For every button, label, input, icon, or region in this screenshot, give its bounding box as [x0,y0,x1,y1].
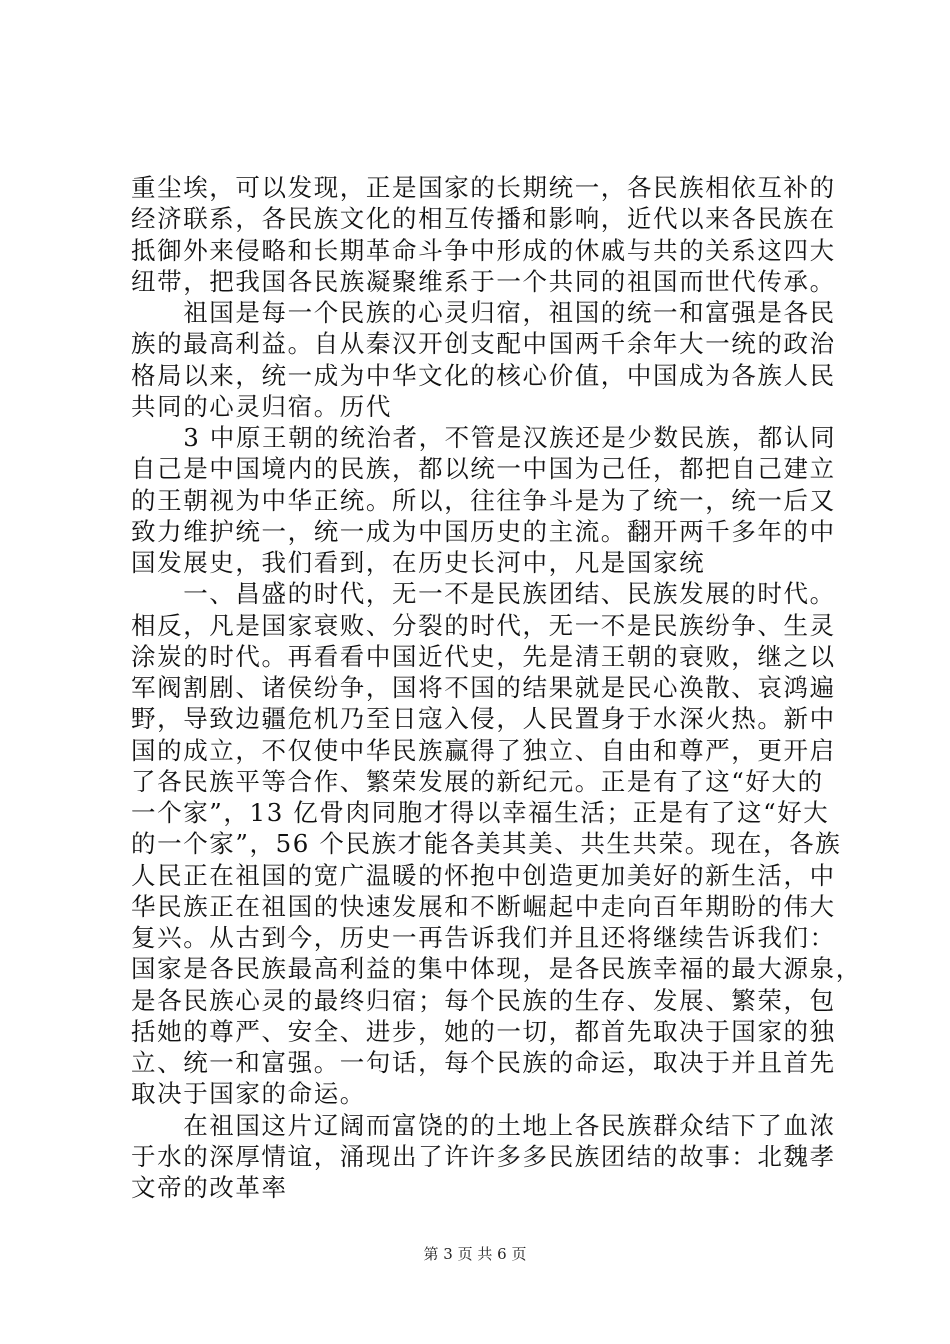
text-line: 在祖国这片辽阔而富饶的的土地上各民族群众结下了血浓 [131,1110,836,1140]
text-line: 取决于国家的命运。 [131,1079,366,1109]
text-line: 国的成立，不仅使中华民族赢得了独立、自由和尊严，更开启 [131,735,836,765]
text-line: 重尘埃，可以发现，正是国家的长期统一，各民族相依互补的 [131,173,836,202]
text-line: 抵御外来侵略和长期革命斗争中形成的休戚与共的关系这四大 [131,235,836,265]
text-line: 野，导致边疆危机乃至日寇入侵，人民置身于水深火热。新中 [131,704,836,734]
text-line: 族的最高利益。自从秦汉开创支配中国两千余年大一统的政治 [131,329,836,359]
text-line: 相反，凡是国家衰败、分裂的时代，无一不是民族纷争、生灵 [131,610,836,640]
text-line: 了各民族平等合作、繁荣发展的新纪元。正是有了这“好大的 [131,766,824,796]
text-line: 经济联系，各民族文化的相互传播和影响，近代以来各民族在 [131,204,836,234]
text-line: 的一个家”，56 个民族才能各美其美、共生共荣。现在，各族 [131,829,842,859]
text-line: 国家是各民族最高利益的集中体现，是各民族幸福的最大源泉， [131,954,862,984]
text-line: 祖国是每一个民族的心灵归宿，祖国的统一和富强是各民 [131,298,836,327]
text-line: 括她的尊严、安全、进步，她的一切，都首先取决于国家的独 [131,1016,836,1046]
text-line: 3 中原王朝的统治者，不管是汉族还是少数民族，都认同 [131,423,837,452]
document-body [131,172,862,1203]
text-line: 复兴。从古到今，历史一再告诉我们并且还将继续告诉我们： [131,923,836,952]
page-number-footer: 第 3 页 共 6 页 [423,1245,527,1263]
text-line: 自己是中国境内的民族，都以统一中国为己任，都把自己建立 [131,454,836,484]
text-line: 一个家”，13 亿骨肉同胞才得以幸福生活；正是有了这“好大 [131,798,830,827]
text-line: 共同的心灵归宿。历代 [131,391,392,421]
text-line: 国发展史，我们看到，在历史长河中，凡是国家统 [131,548,706,577]
text-line: 人民正在祖国的宽广温暖的怀抱中创造更加美好的新生活，中 [131,860,836,890]
text-line: 的王朝视为中华正统。所以，往往争斗是为了统一，统一后又 [131,485,836,515]
text-line: 致力维护统一，统一成为中国历史的主流。翻开两千多年的中 [131,516,836,546]
text-line: 于水的深厚情谊，涌现出了许许多多民族团结的故事：北魏孝 [131,1141,836,1171]
text-line: 立、统一和富强。一句话，每个民族的命运，取决于并且首先 [131,1048,836,1077]
text-line: 纽带，把我国各民族凝聚维系于一个共同的祖国而世代传承。 [131,266,836,296]
text-line: 一、昌盛的时代，无一不是民族团结、民族发展的时代。 [131,579,836,609]
text-line: 军阀割剧、诸侯纷争，国将不国的结果就是民心涣散、哀鸿遍 [131,673,836,702]
text-line: 文帝的改革率 [131,1173,288,1202]
text-line: 华民族正在祖国的快速发展和不断崛起中走向百年期盼的伟大 [131,891,836,921]
text-line: 涂炭的时代。再看看中国近代史，先是清王朝的衰败，继之以 [131,641,836,671]
text-line: 格局以来，统一成为中华文化的核心价值，中国成为各族人民 [131,360,836,390]
text-line: 是各民族心灵的最终归宿；每个民族的生存、发展、繁荣，包 [131,985,836,1015]
